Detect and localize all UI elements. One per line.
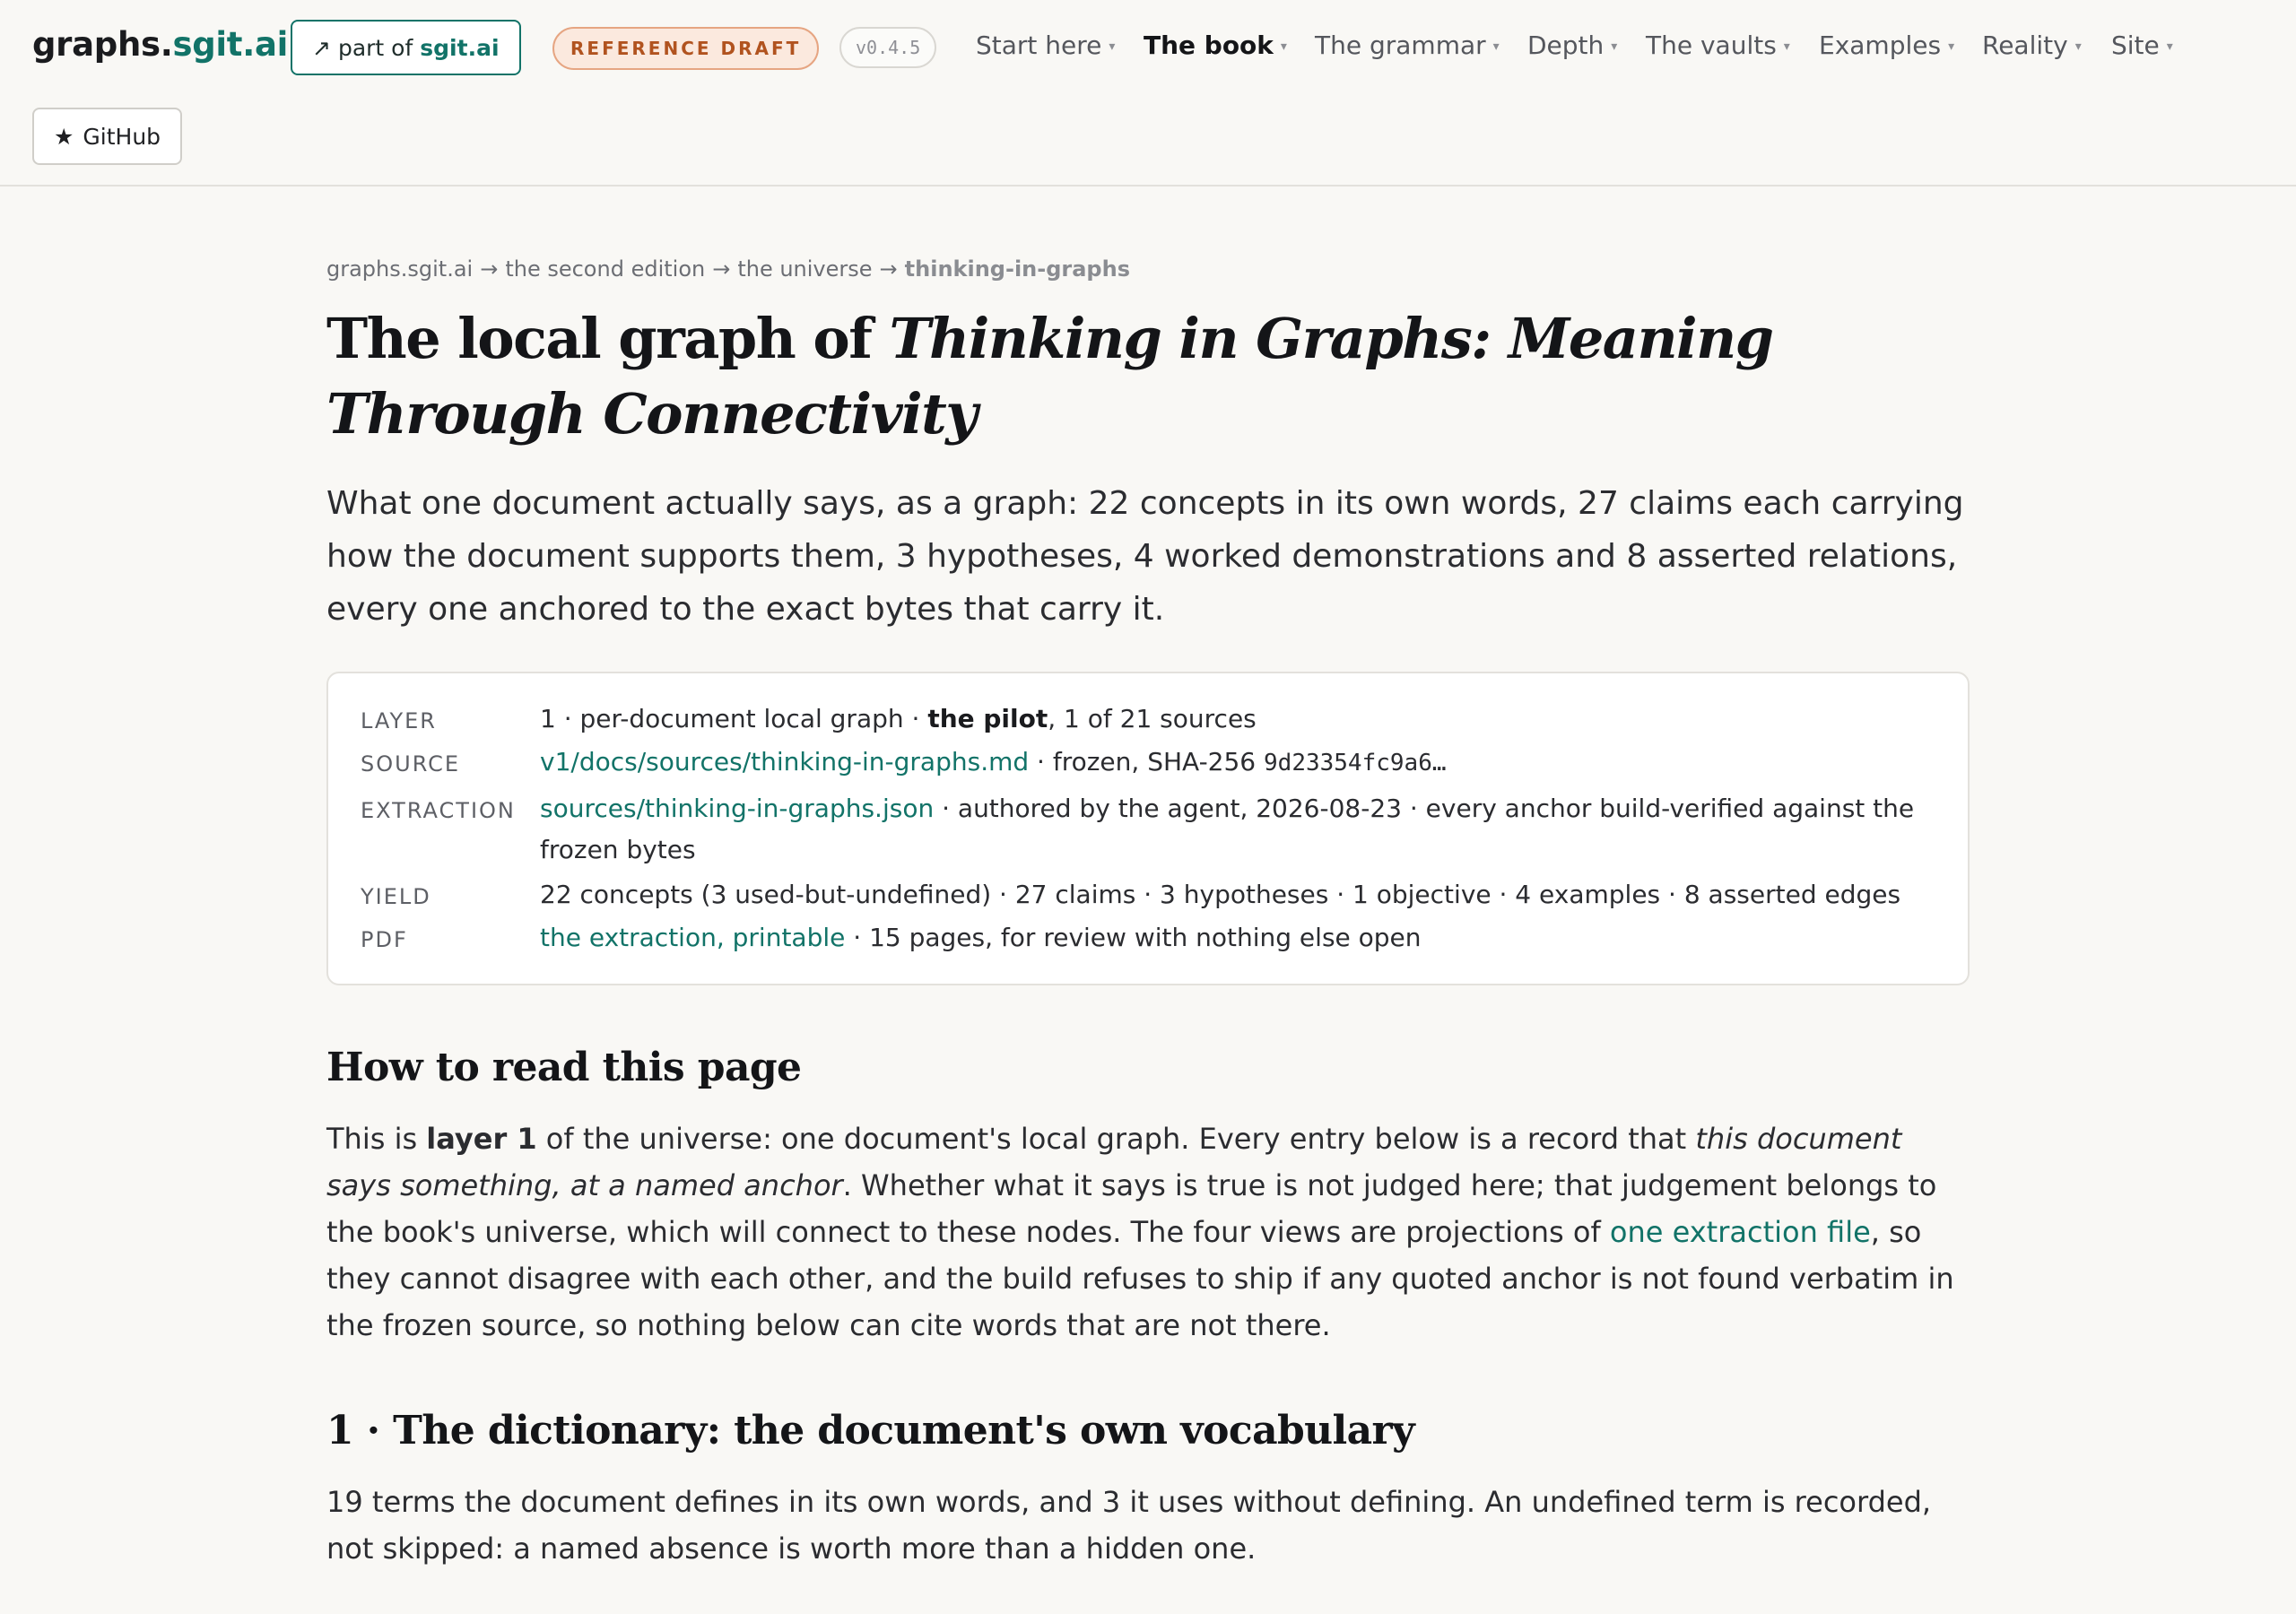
meta-text: · authored by the agent, 2026-08-23 · every anchor build-verified against the frozen bytes — [540, 794, 1915, 864]
meta-key: SOURCE — [361, 751, 461, 777]
chevron-down-icon: ▾ — [1948, 39, 1955, 54]
breadcrumb-separator: → — [712, 256, 731, 282]
sha-hash: 9d23354fc9a6… — [1264, 750, 1447, 777]
meta-row-extraction — [361, 788, 1935, 871]
nav-label: Depth — [1527, 30, 1605, 60]
main-content — [326, 253, 1970, 1572]
section-heading-dictionary: 1 · The dictionary: the document's own vocabulary — [326, 1408, 1415, 1453]
extraction-file-link[interactable]: sources/thinking-in-graphs.json — [540, 794, 935, 823]
brand-main: graphs. — [32, 25, 173, 64]
breadcrumb-item[interactable]: the second edition — [505, 256, 706, 282]
nav-label: The grammar — [1315, 30, 1486, 60]
nav-label: The book — [1144, 30, 1274, 60]
page-title — [326, 301, 1970, 452]
meta-value — [540, 788, 1935, 871]
nav-depth[interactable] — [1527, 30, 1617, 60]
breadcrumb-current: thinking-in-graphs — [904, 256, 1130, 282]
chevron-down-icon: ▾ — [2074, 39, 2082, 54]
meta-text: 1 · per-document local graph · — [540, 704, 928, 733]
para-text: , so they cannot disagree with each other, and the build refuses to ship if any quoted anchor is not found verbatim in the frozen source, so nothing below can cite words that are not there. — [326, 1215, 1954, 1342]
how-to-read-paragraph — [326, 1115, 1970, 1349]
reference-draft-badge: REFERENCE DRAFT — [552, 27, 819, 70]
breadcrumb-item[interactable]: graphs.sgit.ai — [326, 256, 474, 282]
chevron-down-icon: ▾ — [1492, 39, 1500, 54]
nav-reality[interactable] — [1982, 30, 2082, 60]
nav-the-grammar[interactable] — [1315, 30, 1500, 60]
chevron-down-icon: ▾ — [1611, 39, 1618, 54]
para-text: . Whether what it says is true is not judged here; that judgement belongs to the book's universe, which will connect to these nodes. The four views are projections of — [326, 1168, 1937, 1249]
meta-row-source — [361, 742, 1935, 785]
meta-bold: the pilot — [927, 704, 1048, 733]
meta-value — [540, 917, 1935, 960]
meta-text: , 1 of 21 sources — [1048, 704, 1257, 733]
pdf-link[interactable]: the extraction, printable — [540, 923, 846, 952]
github-button[interactable] — [32, 108, 182, 165]
metadata-card — [326, 672, 1970, 985]
meta-row-yield — [361, 874, 1935, 917]
top-navigation-bar — [0, 0, 2296, 187]
meta-row-layer — [361, 699, 1935, 742]
nav-label: Site — [2111, 30, 2160, 60]
nav-start-here[interactable] — [976, 30, 1115, 60]
chevron-down-icon: ▾ — [1783, 39, 1790, 54]
section-heading-how-to-read: How to read this page — [326, 1045, 802, 1090]
site-logo[interactable] — [32, 25, 288, 64]
nav-label: The vaults — [1646, 30, 1777, 60]
para-italic: this document says something, at a named anchor — [326, 1122, 1902, 1202]
meta-key: PDF — [361, 927, 408, 952]
nav-label: Start here — [976, 30, 1102, 60]
part-of-name: sgit.ai — [420, 34, 500, 61]
version-badge: v0.4.5 — [839, 27, 936, 68]
meta-text: · frozen, SHA-256 — [1029, 747, 1265, 777]
meta-value — [540, 699, 1935, 742]
breadcrumb-separator: → — [480, 256, 499, 282]
meta-key: EXTRACTION — [361, 798, 516, 823]
meta-text: · 15 pages, for review with nothing else open — [845, 923, 1422, 952]
page-lede: What one document actually says, as a graph: 22 concepts in its own words, 27 claims each carrying how the document supports them, 3 hypotheses, 4 worked demonstrations and 8 asserted relations, every one anchored to the exact bytes that carry it. — [326, 485, 1964, 628]
page-title-plain: The local graph of — [326, 306, 890, 371]
chevron-down-icon: ▾ — [2166, 39, 2173, 54]
breadcrumb-separator: → — [879, 256, 898, 282]
nav-examples[interactable] — [1819, 30, 1954, 60]
nav-site[interactable] — [2111, 30, 2173, 60]
external-arrow-icon: ↗ — [312, 34, 331, 61]
page-title-italic: Thinking in Graphs: Meaning Through Connectivity — [326, 306, 1773, 447]
nav-label: Examples — [1819, 30, 1942, 60]
brand-accent: sgit.ai — [172, 25, 288, 64]
star-icon: ★ — [54, 123, 74, 150]
meta-key: YIELD — [361, 884, 431, 909]
extraction-file-inline-link[interactable]: one extraction file — [1609, 1215, 1871, 1249]
breadcrumb — [326, 256, 1970, 282]
part-of-sgit-link[interactable] — [291, 20, 521, 75]
meta-value — [540, 742, 1935, 785]
meta-value: 22 concepts (3 used-but-undefined) · 27 claims · 3 hypotheses · 1 objective · 4 examples · 8 asserted edges — [540, 880, 1901, 909]
dictionary-intro: 19 terms the document defines in its own words, and 3 it uses without defining. An undefined term is recorded, not skipped: a named absence is worth more than a hidden one. — [326, 1485, 1932, 1566]
chevron-down-icon: ▾ — [1280, 39, 1287, 54]
para-text: This is — [326, 1122, 427, 1156]
part-of-prefix: part of — [337, 34, 413, 61]
nav-the-vaults[interactable] — [1646, 30, 1790, 60]
breadcrumb-item[interactable]: the universe — [737, 256, 873, 282]
nav-label: Reality — [1982, 30, 2068, 60]
para-bold: layer 1 — [426, 1122, 537, 1156]
chevron-down-icon: ▾ — [1109, 39, 1116, 54]
source-file-link[interactable]: v1/docs/sources/thinking-in-graphs.md — [540, 747, 1030, 777]
para-text: of the universe: one document's local graph. Every entry below is a record that — [536, 1122, 1696, 1156]
meta-key: LAYER — [361, 708, 437, 733]
nav-the-book[interactable] — [1144, 30, 1287, 60]
github-label: GitHub — [83, 123, 161, 150]
meta-row-pdf — [361, 917, 1935, 960]
